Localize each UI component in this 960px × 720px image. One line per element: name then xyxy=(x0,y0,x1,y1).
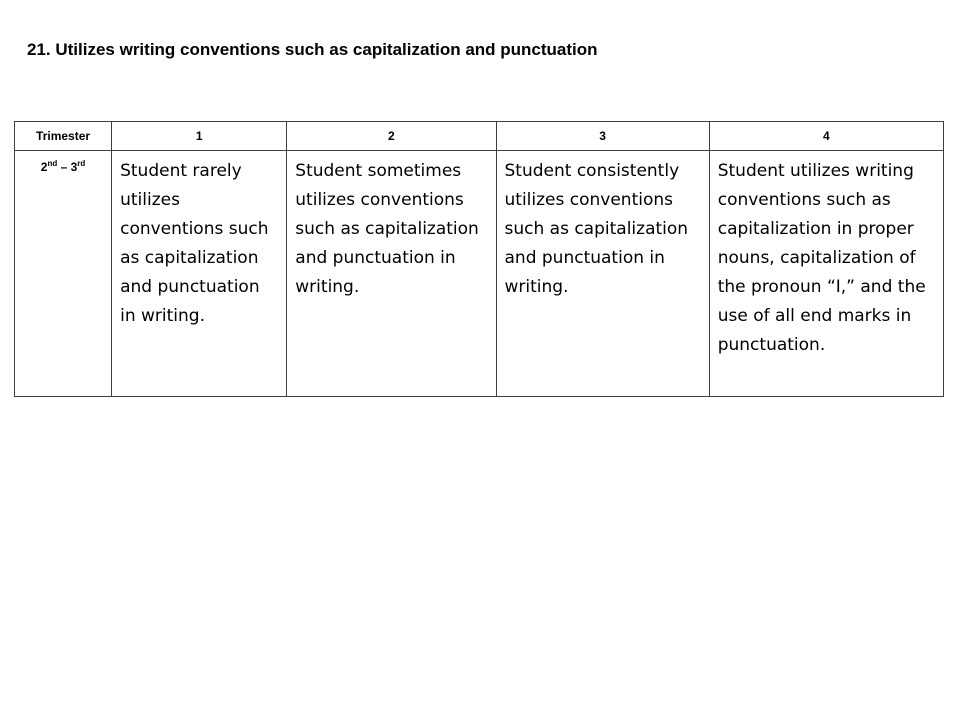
slide-title: 21. Utilizes writing conventions such as capitalization and punctuation xyxy=(27,40,598,59)
trimester-end-suffix: rd xyxy=(77,159,86,168)
trimester-separator: – 3 xyxy=(57,160,78,174)
table-row xyxy=(15,151,944,397)
header-trimester: Trimester xyxy=(15,122,112,151)
level-4-description: Student utilizes writing conventions such as capitalization in proper nouns, capitalization of the pronoun “I,” and the use of all end marks in punctuation. xyxy=(709,151,943,397)
header-level-4: 4 xyxy=(709,122,943,151)
rubric-table xyxy=(14,121,944,397)
level-3-description: Student consistently utilizes conventions such as capitalization and punctuation in writing. xyxy=(496,151,709,397)
table-header-row xyxy=(15,122,944,151)
trimester-cell xyxy=(15,151,112,397)
trimester-start: 2 xyxy=(40,160,48,174)
header-level-3: 3 xyxy=(496,122,709,151)
trimester-start-suffix: nd xyxy=(47,159,58,168)
header-level-1: 1 xyxy=(112,122,287,151)
level-2-description: Student sometimes utilizes conventions such as capitalization and punctuation in writing. xyxy=(287,151,496,397)
level-1-description: Student rarely utilizes conventions such as capitalization and punctuation in writing. xyxy=(112,151,287,397)
header-level-2: 2 xyxy=(287,122,496,151)
